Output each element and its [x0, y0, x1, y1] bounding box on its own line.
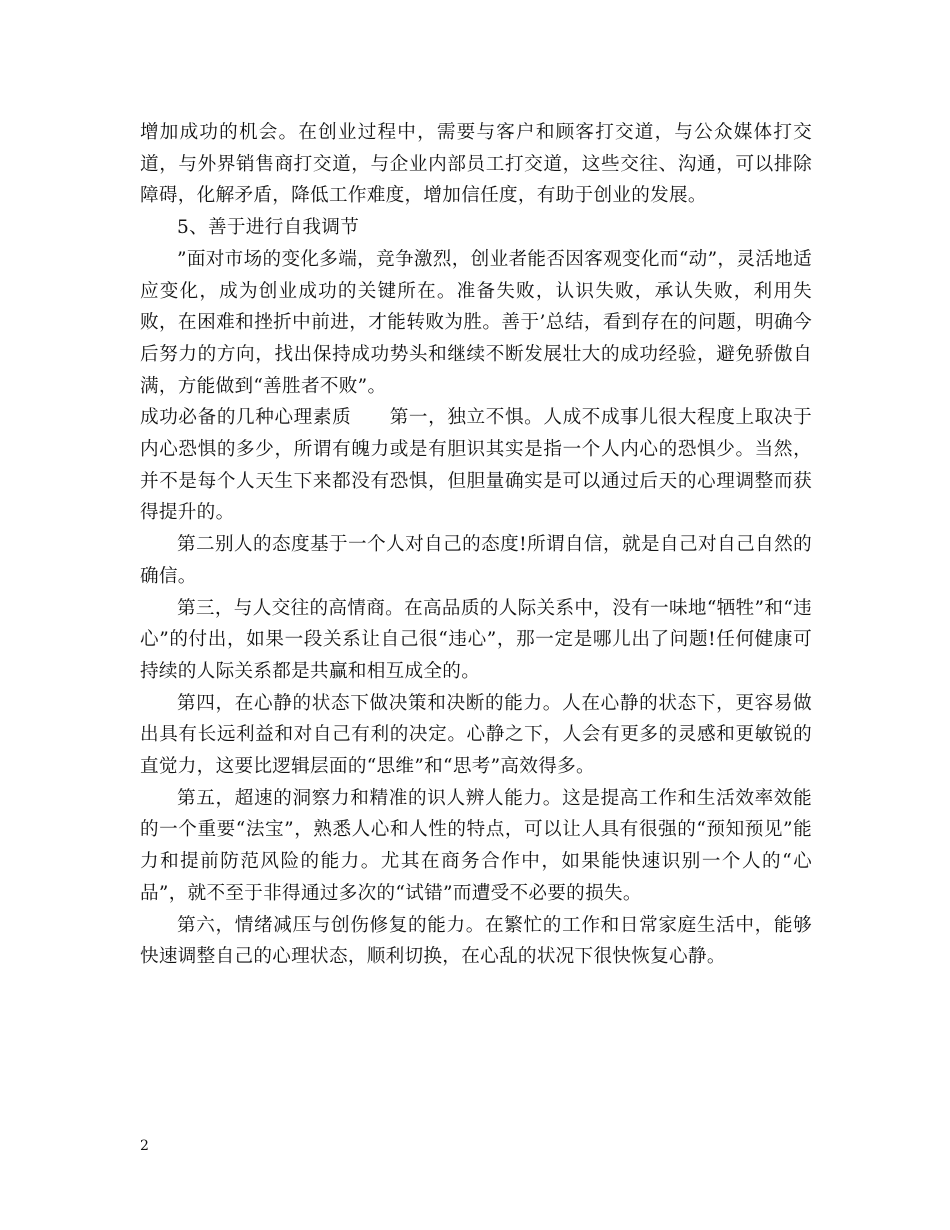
paragraph-adapt-to-change: ”面对市场的变化多端，竞争激烈，创业者能否因客观变化而“动”，灵活地适应变化，成为创业成功的关键所在。准备失败，认识失败，承认失败，利用失败，在困难和挫折中前进，才能转败为胜。善于’总结，看到存在的问题，明确今后努力的方向，找出保持成功势头和继续不断发展壮大的成功经验，避免骄傲自满，方能做到“善胜者不败”。 — [140, 248, 812, 397]
paragraph-continuation: 增加成功的机会。在创业过程中，需要与客户和顾客打交道，与公众媒体打交道，与外界销售商打交道，与企业内部员工打交道，这些交往、沟通，可以排除障碍，化解矛盾，降低工作难度，增加信任度，有助于创业的发展。 — [140, 122, 812, 207]
paragraph-fourth-calm-decision: 第四，在心静的状态下做决策和决断的能力。人在心静的状态下，更容易做出具有长远利益和对自己有利的决定。心静之下，人会有更多的灵感和更敏锐的直觉力，这要比逻辑层面的“思维”和“思考”高效得多。 — [140, 692, 812, 778]
paragraph-third-emotional-intelligence: 第三，与人交往的高情商。在高品质的人际关系中，没有一味地“牺牲”和“违心”的付出，如果一段关系让自己很“违心”，那一定是哪儿出了问题!任何健康可持续的人际关系都是共赢和相互成全的。 — [140, 597, 812, 682]
page-number: 2 — [140, 1138, 149, 1154]
section-heading-self-adjustment: 5、善于进行自我调节 — [177, 217, 360, 239]
paragraph-fifth-insight: 第五，超速的洞察力和精准的识人辨人能力。这是提高工作和生活效率效能的一个重要“法宝”，熟悉人心和人性的特点，可以让人具有很强的“预知预见”能力和提前防范风险的能力。尤其在商务合作中，如果能快速识别一个人的“心品”，就不至于非得通过多次的“试错”而遭受不必要的损失。 — [140, 787, 812, 904]
paragraph-psychological-qualities-first: 成功必备的几种心理素质 第一，独立不惧。人成不成事儿很大程度上取决于内心恐惧的多少，所谓有魄力或是有胆识其实是指一个人内心的恐惧少。当然，并不是每个人天生下来都没有恐惧，但胆量确实是可以通过后天的心理调整而获得提升的。 — [140, 407, 812, 524]
paragraph-second-self-confidence: 第二别人的态度基于一个人对自己的态度!所谓自信，就是自己对自己自然的确信。 — [140, 534, 812, 587]
document-body — [140, 117, 812, 973]
paragraph-sixth-stress-relief: 第六，情绪减压与创伤修复的能力。在繁忙的工作和日常家庭生活中，能够快速调整自己的心理状态，顺利切换，在心乱的状况下很快恢复心静。 — [140, 914, 812, 968]
